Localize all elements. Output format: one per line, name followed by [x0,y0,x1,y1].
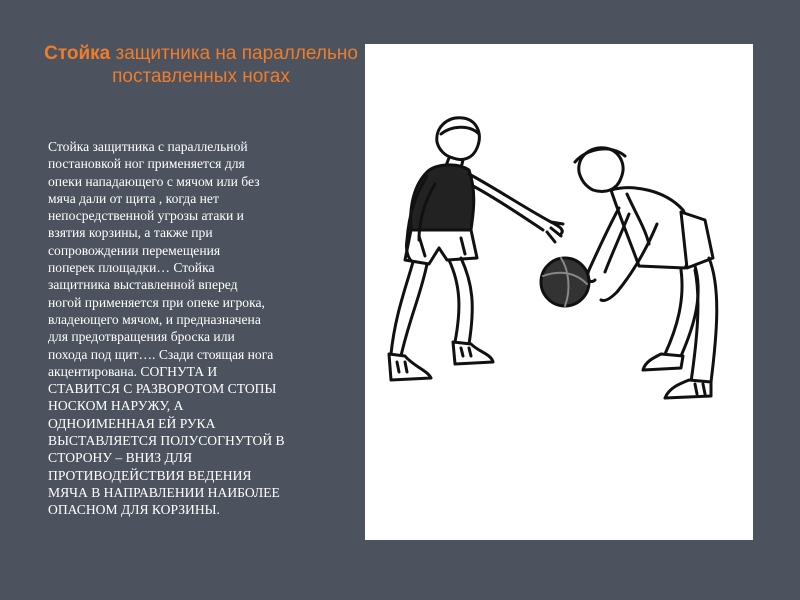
body-text-line: постановкой ног применяется для [48,156,245,172]
body-text-line: ОДНОИМЕННАЯ ЕЙ РУКА [48,415,216,431]
slide-title-bold: Стойка [44,43,111,64]
body-text-line: защитника выставленной вперед [48,277,238,293]
slide-title [40,42,362,88]
body-text-line: Стойка защитника с параллельной [48,139,248,154]
body-text-line: ПРОТИВОДЕЙСТВИЯ ВЕДЕНИЯ [48,467,252,483]
body-text-line: сопровождении перемещения [48,242,221,258]
body-text-line: непосредственной угрозы атаки и [48,208,244,224]
slide-body-text [48,138,348,519]
body-text-line: ногой применяется при опеке игрока, [48,294,265,310]
body-text-line: для предотвращения броска или [48,329,235,345]
slide-title-rest: защитника на параллельно поставленных ногах [110,43,358,87]
body-text-line: СТАВИТСЯ С РАЗВОРОТОМ СТОПЫ [48,381,277,397]
ball-handler-figure [541,148,717,398]
body-text-line: поперек площадки… Стойка [48,260,215,276]
players-drawing [365,44,753,540]
body-text-line: МЯЧА В НАПРАВЛЕНИИ НАИБОЛЕЕ [48,484,280,500]
body-text-line: взятия корзины, а также при [48,225,213,241]
body-text-line: ОПАСНОМ ДЛЯ КОРЗИНЫ. [48,502,220,518]
defender-figure [389,118,563,380]
body-text-line: опеки нападающего с мячом или без [48,173,260,189]
body-text-line: НОСКОМ НАРУЖУ, А [48,398,184,414]
body-text-line: мяча дали от щита , когда нет [48,190,219,206]
body-text-line: акцентирована. СОГНУТА И [48,363,218,379]
body-text-line: СТОРОНУ – ВНИЗ ДЛЯ [48,450,193,466]
body-text-line: ВЫСТАВЛЯЕТСЯ ПОЛУСОГНУТОЙ В [48,433,285,449]
body-text-line: похода под щит…. Сзади стоящая нога [48,346,274,362]
basketball-defense-illustration [365,44,753,540]
body-text-line: владеющего мячом, и предназначена [48,311,261,327]
